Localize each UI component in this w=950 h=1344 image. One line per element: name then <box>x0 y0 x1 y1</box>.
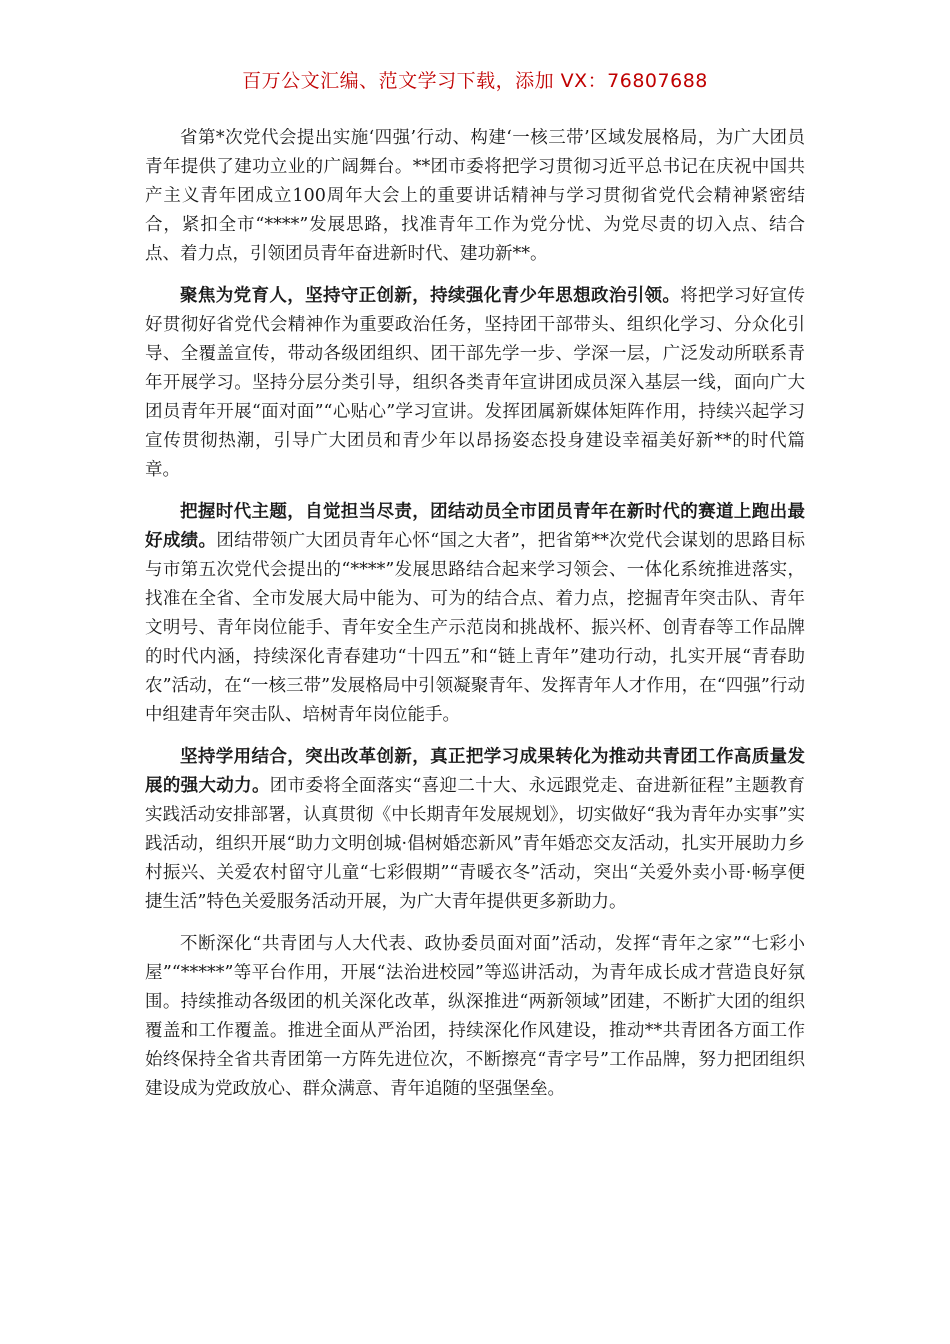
paragraph-text: 不断深化“共青团与人大代表、政协委员面对面”活动，发挥“青年之家”“七彩小屋”“*****”等平台作用，开展“法治进校园”等巡讲活动，为青年成长成才营造良好氛围。持续推动各级团的机关深化改革，纵深推进“两新领域”团建，不断扩大团的组织覆盖和工作覆盖。推进全面从严治团，持续深化作风建设，推动**共青团各方面工作始终保持全省共青团第一方阵先进位次，不断擦亮“青字号”工作品牌，努力把团组织建设成为党政放心、群众满意、青年追随的坚强堡垒。 <box>145 934 805 1099</box>
header-banner: 百万公文汇编、范文学习下载，添加 VX：76807688 <box>242 70 708 92</box>
paragraph-2 <box>145 282 805 485</box>
paragraph-4 <box>145 743 805 917</box>
paragraph-text: 省第*次党代会提出实施‘四强’行动、构建‘一核三带’区域发展格局，为广大团员青年提供了建功立业的广阔舞台。**团市委将把学习贯彻习近平总书记在庆祝中国共产主义青年团成立100周年大会上的重要讲话精神与学习贯彻省党代会精神紧密结合，紧扣全市“****”发展思路，找准青年工作为党分忧、为党尽责的切入点、结合点、着力点，引领团员青年奋进新时代、建功新**。 <box>145 128 805 264</box>
paragraph-text: 团市委将全面落实“喜迎二十大、永远跟党走、奋进新征程”主题教育实践活动安排部署，认真贯彻《中长期青年发展规划》，切实做好“我为青年办实事”实践活动，组织开展“助力文明创城·倡树婚恋新风”青年婚恋交友活动，扎实开展助力乡村振兴、关爱农村留守儿童“七彩假期”“青暖衣冬”活动，突出“关爱外卖小哥·畅享便捷生活”特色关爱服务活动开展，为广大青年提供更多新助力。 <box>145 776 805 912</box>
paragraph-lead: 聚焦为党育人，坚持守正创新，持续强化青少年思想政治引领。 <box>180 286 681 306</box>
paragraph-3 <box>145 498 805 730</box>
paragraph-lead: 坚持学用结合，突出改革创新，真正把学习成果转化为推动共青团工作高质量发展的强大动力。 <box>145 747 805 796</box>
paragraph-text: 将把学习好宣传好贯彻好省党代会精神作为重要政治任务，坚持团干部带头、组织化学习、分众化引导、全覆盖宣传，带动各级团组织、团干部先学一步、学深一层，广泛发动所联系青年开展学习。坚持分层分类引导，组织各类青年宣讲团成员深入基层一线，面向广大团员青年开展“面对面”“心贴心”学习宣讲。发挥团属新媒体矩阵作用，持续兴起学习宣传贯彻热潮，引导广大团员和青少年以昂扬姿态投身建设幸福美好新**的时代篇章。 <box>145 286 806 480</box>
paragraph-1 <box>145 124 805 269</box>
paragraph-lead: 把握时代主题，自觉担当尽责，团结动员全市团员青年在新时代的赛道上跑出最好成绩。 <box>145 502 805 551</box>
document-body <box>145 124 805 1117</box>
paragraph-5 <box>145 930 805 1104</box>
paragraph-text: 团结带领广大团员青年心怀“国之大者”，把省第**次党代会谋划的思路目标与市第五次党代会提出的“****”发展思路结合起来学习领会、一体化系统推进落实，找准在全省、全市发展大局中能为、可为的结合点、着力点，挖掘青年突击队、青年文明号、青年岗位能手、青年安全生产示范岗和挑战杯、振兴杯、创青春等工作品牌的时代内涵，持续深化青春建功“十四五”和“链上青年”建功行动，扎实开展“青春助农”活动，在“一核三带”发展格局中引领凝聚青年、发挥青年人才作用，在“四强”行动中组建青年突击队、培树青年岗位能手。 <box>145 531 805 725</box>
